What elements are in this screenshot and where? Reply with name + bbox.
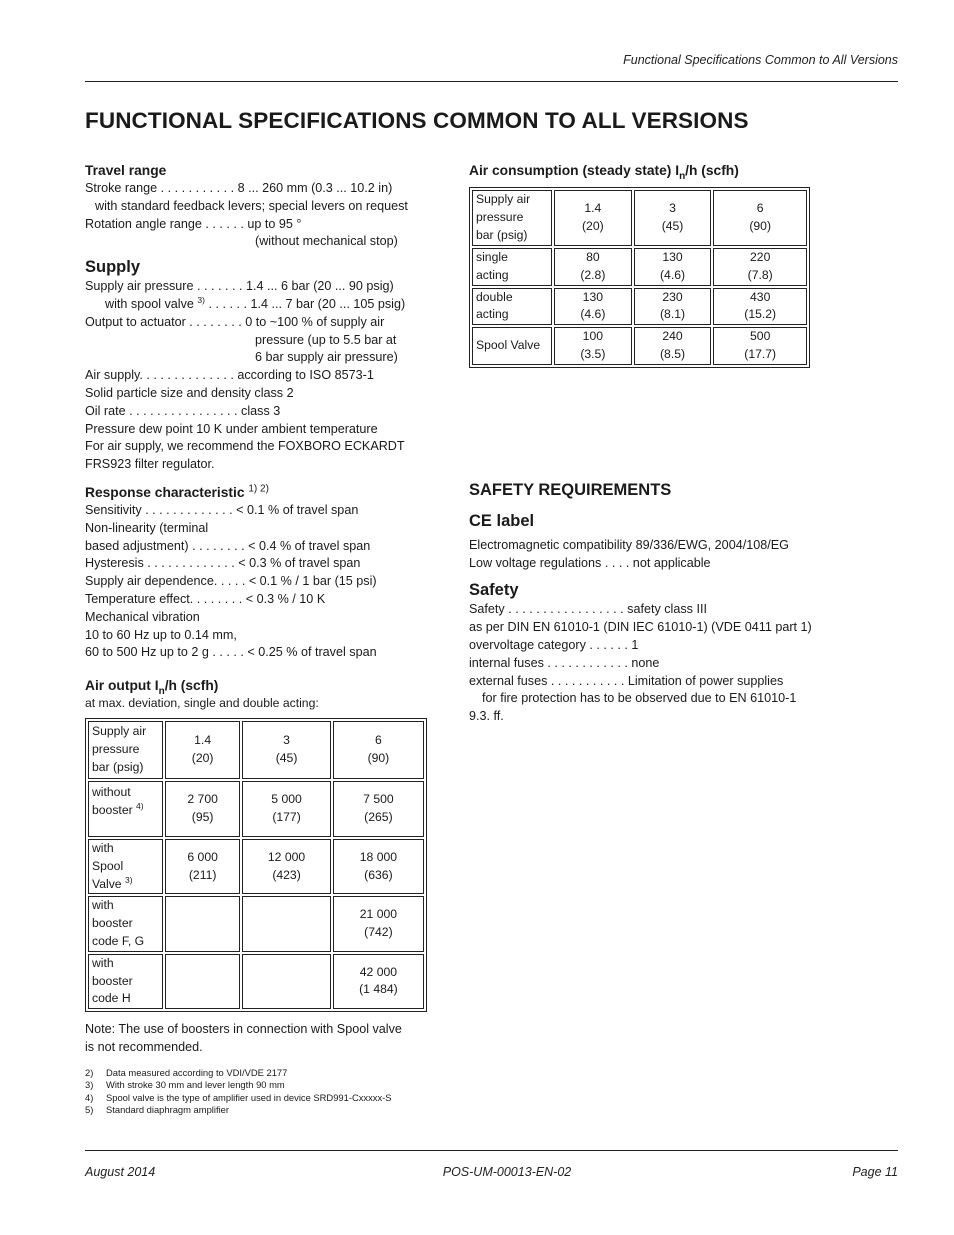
table-cell: with booster code F, G (88, 896, 163, 951)
low-voltage-line: Low voltage regulations . . . . not applicable (469, 555, 711, 570)
output-to-actuator-cont2: 6 bar supply air pressure) (255, 350, 398, 365)
table-cell: 5 000 (177) (242, 781, 331, 837)
emc-line: Electromagnetic compatibility 89/336/EWG, 2004/108/EG (469, 537, 789, 552)
external-fuses: external fuses . . . . . . . . . . . Limitation of power supplies (469, 673, 784, 688)
table-cell: 6 (90) (713, 190, 807, 246)
table-cell: Spool Valve (472, 327, 552, 365)
table-cell: 220 (7.8) (713, 248, 807, 286)
table-row (472, 327, 807, 365)
safety-standard: as per DIN EN 61010-1 (DIN IEC 61010-1) (VDE 0411 part 1) (469, 620, 812, 635)
table-cell: 100 (3.5) (554, 327, 632, 365)
table-cell: with Spool Valve $^{3)}$ (88, 839, 163, 894)
air-output-table (85, 718, 427, 1012)
table-cell (165, 896, 240, 951)
table-cell: 1.4 (20) (554, 190, 632, 246)
table-row (88, 954, 424, 1009)
table-cell: 18 000 (636) (333, 839, 424, 894)
stroke-range-note: with standard feedback levers; special levers on request (95, 198, 408, 213)
supply-air-pressure: Supply air pressure . . . . . . . 1.4 ... 6 bar (20 ... 90 psig) (85, 279, 394, 294)
rotation-angle: Rotation angle range . . . . . . up to 95 ° (85, 216, 302, 231)
output-to-actuator: Output to actuator . . . . . . . . 0 to ~100 % of supply air (85, 314, 385, 329)
air-consumption-table (469, 187, 810, 368)
booster-note: Note: The use of boosters in connection with Spool valve (85, 1022, 402, 1037)
right-column (469, 159, 899, 726)
air-consumption-heading: Air consumption (steady state) $I_n/h$ (scfh) (469, 163, 739, 182)
recommendation-cont: FRS923 filter regulator. (85, 457, 215, 472)
non-linearity: Non-linearity (terminal (85, 520, 209, 535)
table-cell: Supply air pressure bar (psig) (472, 190, 552, 246)
response-heading: Response characteristic $^{1) 2)}$ (85, 483, 269, 500)
table-header-row (472, 190, 807, 246)
table-row (472, 288, 807, 326)
table-cell: 80 (2.8) (554, 248, 632, 286)
travel-range-heading: Travel range (85, 163, 167, 178)
table-row (88, 896, 424, 951)
footnotes (85, 1067, 430, 1117)
table-row (88, 781, 424, 837)
table-cell: 42 000 (1 484) (333, 954, 424, 1009)
table-cell: 130 (4.6) (634, 248, 712, 286)
spool-valve-pressure: with spool valve $^{3)}$ . . . . . . 1.4 ... 7 bar (20 ... 105 psig) (105, 294, 406, 311)
overvoltage-category: overvoltage category . . . . . . 1 (469, 637, 639, 652)
page-title: FUNCTIONAL SPECIFICATIONS COMMON TO ALL VERSIONS (85, 108, 749, 133)
table-row (88, 839, 424, 894)
air-supply: Air supply. . . . . . . . . . . . . . according to ISO 8573-1 (85, 368, 374, 383)
ce-label-heading: CE label (469, 511, 535, 530)
table-cell (165, 954, 240, 1009)
vibration-low: 10 to 60 Hz up to 0.14 mm, (85, 627, 237, 642)
table-cell: 2 700 (95) (165, 781, 240, 837)
table-cell: Supply air pressure bar (psig) (88, 721, 163, 779)
rotation-angle-note: (without mechanical stop) (255, 234, 398, 249)
table-cell: 3 (45) (634, 190, 712, 246)
table-header-row (88, 721, 424, 779)
table-cell (242, 896, 331, 951)
table-cell: 230 (8.1) (634, 288, 712, 326)
safety-requirements-heading: SAFETY REQUIREMENTS (469, 480, 672, 499)
footer-date: August 2014 (85, 1165, 156, 1179)
solid-particle: Solid particle size and density class 2 (85, 385, 294, 400)
footer-rule (85, 1150, 898, 1151)
footnote: 3) With stroke 30 mm and lever length 90 mm (85, 1079, 285, 1091)
table-cell: 21 000 (742) (333, 896, 424, 951)
booster-note-cont: is not recommended. (85, 1039, 203, 1054)
footnote: 2) Data measured according to VDI/VDE 2177 (85, 1066, 288, 1078)
external-fuses-cont2: 9.3. ff. (469, 709, 504, 724)
footer-doc-number: POS-UM-00013-EN-02 (442, 1165, 572, 1179)
running-header: Functional Specifications Common to All Versions (623, 53, 898, 67)
footnote: 4) Spool valve is the type of amplifier used in device SRD991-Cxxxxx-S (85, 1091, 392, 1103)
header-rule (85, 81, 898, 82)
mechanical-vibration: Mechanical vibration (85, 609, 200, 624)
hysteresis: Hysteresis . . . . . . . . . . . . . < 0.3 % of travel span (85, 556, 361, 571)
air-output-heading: Air output $I_n/h$ (scfh) (85, 678, 219, 697)
table-row (472, 248, 807, 286)
supply-heading: Supply (85, 258, 141, 277)
table-cell: 6 000 (211) (165, 839, 240, 894)
external-fuses-cont: for fire protection has to be observed due to EN 61010-1 (482, 691, 797, 706)
temperature-effect: Temperature effect. . . . . . . . < 0.3 % / 10 K (85, 591, 326, 606)
dew-point: Pressure dew point 10 K under ambient temperature (85, 421, 378, 436)
recommendation: For air supply, we recommend the FOXBORO ECKARDT (85, 439, 405, 454)
table-cell: single acting (472, 248, 552, 286)
table-cell: 1.4 (20) (165, 721, 240, 779)
table-cell: double acting (472, 288, 552, 326)
table-cell (242, 954, 331, 1009)
table-cell: with booster code H (88, 954, 163, 1009)
internal-fuses: internal fuses . . . . . . . . . . . . none (469, 655, 660, 670)
table-cell: 12 000 (423) (242, 839, 331, 894)
air-output-subtitle: at max. deviation, single and double acting: (85, 696, 319, 711)
left-column (85, 159, 430, 1116)
supply-air-dependence: Supply air dependence. . . . . < 0.1 % / 1 bar (15 psi) (85, 574, 377, 589)
footnote: 5) Standard diaphragm amplifier (85, 1103, 229, 1115)
safety-heading: Safety (469, 581, 519, 600)
vibration-high: 60 to 500 Hz up to 2 g . . . . . < 0.25 % of travel span (85, 645, 377, 660)
footer-page-number: Page 11 (852, 1165, 898, 1179)
table-cell: 430 (15.2) (713, 288, 807, 326)
table-cell: 130 (4.6) (554, 288, 632, 326)
table-cell: without booster $^{4)}$ (88, 781, 163, 837)
table-cell: 7 500 (265) (333, 781, 424, 837)
oil-rate: Oil rate . . . . . . . . . . . . . . . . class 3 (85, 403, 281, 418)
stroke-range: Stroke range . . . . . . . . . . . 8 ... 260 mm (0.3 ... 10.2 in) (85, 181, 393, 195)
output-to-actuator-cont1: pressure (up to 5.5 bar at (255, 332, 397, 347)
table-cell: 3 (45) (242, 721, 331, 779)
table-cell: 500 (17.7) (713, 327, 807, 365)
safety-class: Safety . . . . . . . . . . . . . . . . . safety class III (469, 602, 707, 617)
sensitivity: Sensitivity . . . . . . . . . . . . . < 0.1 % of travel span (85, 502, 359, 517)
table-cell: 6 (90) (333, 721, 424, 779)
table-cell: 240 (8.5) (634, 327, 712, 365)
non-linearity-cont: based adjustment) . . . . . . . . < 0.4 % of travel span (85, 538, 371, 553)
